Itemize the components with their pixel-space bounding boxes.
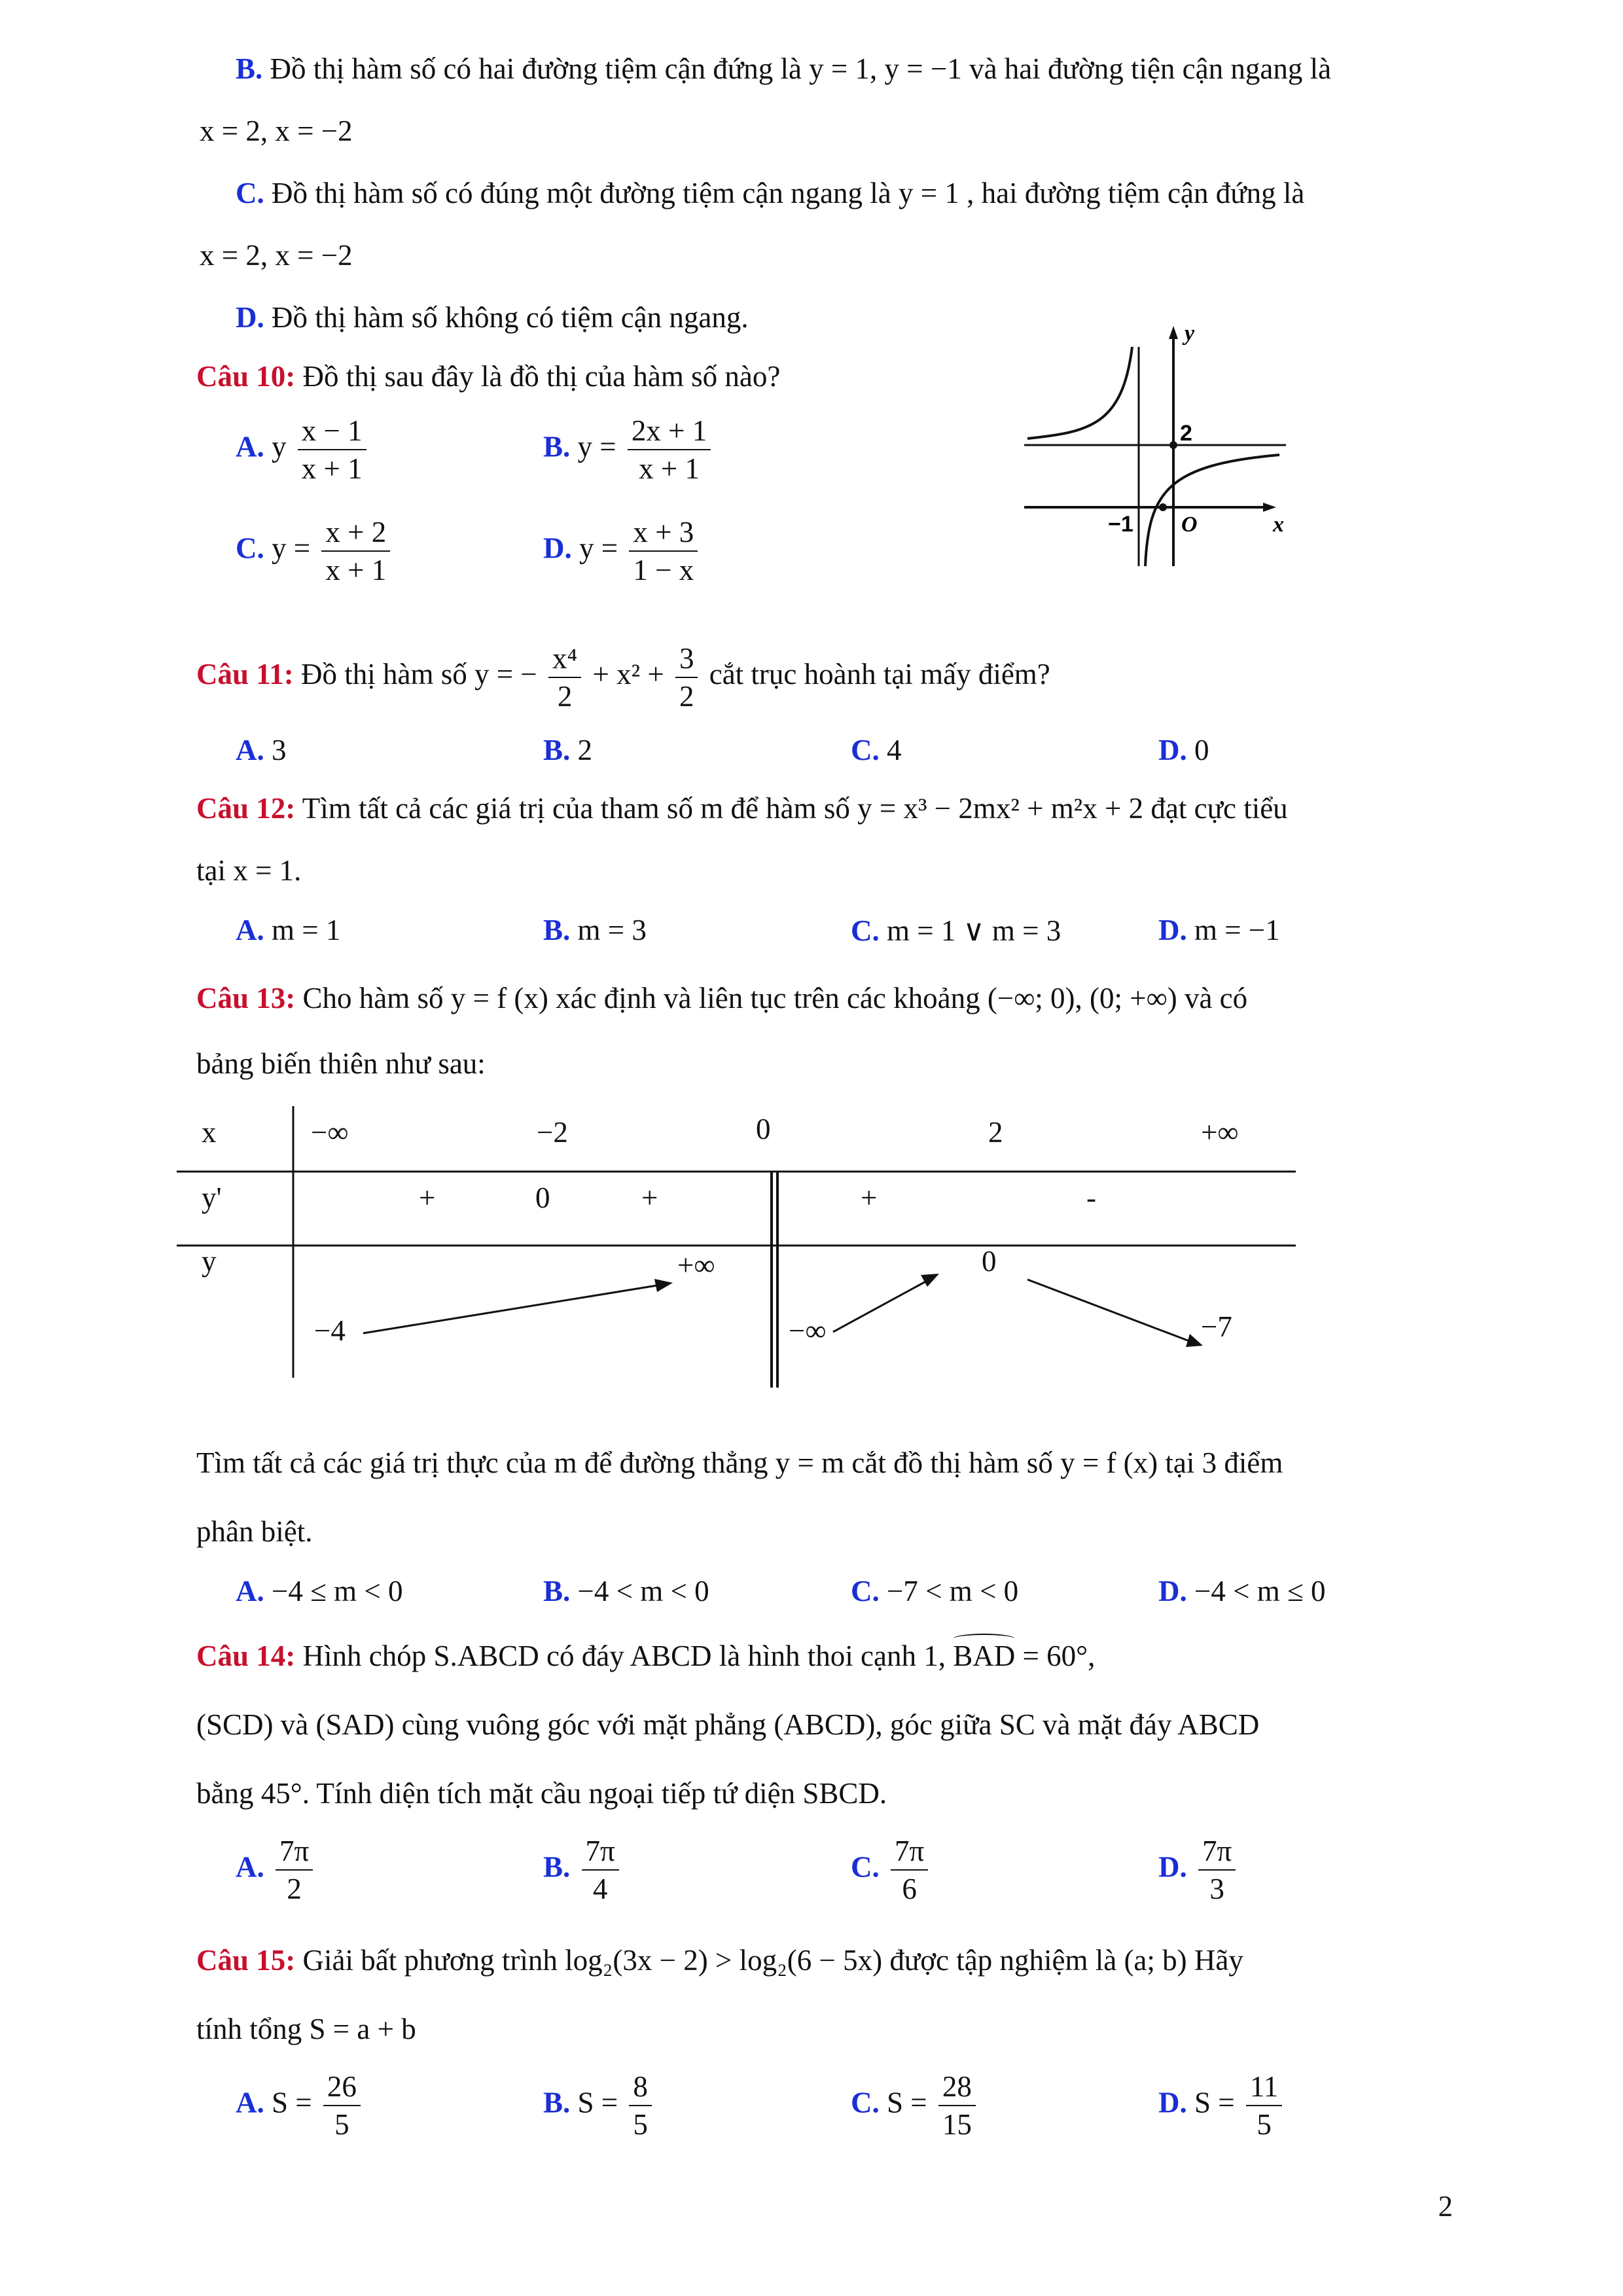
option-label: D. bbox=[1158, 734, 1187, 766]
question-14-stem bbox=[196, 1636, 1095, 1676]
question-text: Đồ thị hàm số y = − bbox=[301, 658, 537, 691]
option-label: B. bbox=[543, 2086, 571, 2119]
q13-option-a bbox=[236, 1574, 402, 1608]
fraction-numerator: 7π bbox=[1198, 1833, 1236, 1871]
option-prefix: y = bbox=[579, 531, 618, 565]
question-label: Câu 11: bbox=[196, 658, 294, 691]
option-label: A. bbox=[236, 1575, 264, 1607]
option-label: B. bbox=[543, 430, 571, 463]
y-value: −4 bbox=[314, 1314, 346, 1347]
option-value: 2 bbox=[577, 734, 593, 766]
option-label: B. bbox=[543, 1850, 571, 1884]
fraction-denominator: 2 bbox=[557, 679, 573, 713]
option-value: m = 1 bbox=[272, 914, 341, 946]
option-prefix: y = bbox=[577, 430, 616, 463]
fraction-denominator: 2 bbox=[287, 1873, 302, 1905]
increasing-arrow bbox=[833, 1280, 929, 1332]
question-13-stem-line3: Tìm tất cả các giá trị thực của m để đường thẳng y = m cắt đồ thị hàm số y = f (x) tại 3 điểm bbox=[196, 1446, 1283, 1479]
q14-option-a bbox=[236, 1833, 317, 1907]
x-axis-arrow bbox=[1263, 503, 1276, 512]
option-prefix: S = bbox=[1194, 2086, 1235, 2119]
fraction-numerator: x⁴ bbox=[548, 640, 581, 678]
question-13-stem-line4: phân biệt. bbox=[196, 1515, 313, 1548]
q10-option-d bbox=[543, 514, 702, 588]
question-text: cắt trục hoành tại mấy điểm? bbox=[709, 658, 1050, 691]
fraction bbox=[938, 2068, 976, 2143]
fraction bbox=[1198, 1833, 1236, 1907]
fraction-denominator: 15 bbox=[942, 2108, 972, 2141]
question-text: + x² + bbox=[592, 658, 664, 691]
page-number: 2 bbox=[1438, 2190, 1453, 2223]
option-label: A. bbox=[236, 734, 264, 766]
fraction bbox=[321, 514, 390, 588]
option-label: D. bbox=[1158, 2086, 1187, 2119]
fraction-denominator: 5 bbox=[334, 2108, 349, 2141]
fraction-numerator: x − 1 bbox=[298, 412, 366, 450]
option-value: 4 bbox=[887, 734, 902, 766]
fraction-numerator: 26 bbox=[323, 2068, 361, 2106]
question-12-stem-line2: tại x = 1. bbox=[196, 854, 302, 887]
q10-option-b bbox=[543, 412, 715, 487]
y-value: −7 bbox=[1201, 1310, 1232, 1343]
question-15-stem bbox=[196, 1941, 1243, 1980]
question-text: Hình chóp S.ABCD có đáy ABCD là hình thoi cạnh 1, bbox=[302, 1640, 946, 1672]
option-label: C. bbox=[851, 734, 880, 766]
option-label: C. bbox=[851, 1575, 880, 1607]
fraction-numerator: x + 3 bbox=[629, 514, 698, 552]
q15-option-b bbox=[543, 2068, 656, 2143]
option-label: B. bbox=[236, 52, 263, 85]
fraction bbox=[582, 1833, 619, 1907]
yprime-value: - bbox=[1086, 1181, 1096, 1214]
arrowhead bbox=[921, 1274, 939, 1287]
graph-branch-left bbox=[1027, 347, 1132, 439]
row-label-yprime: y' bbox=[202, 1181, 222, 1214]
q11-option-d bbox=[1158, 733, 1209, 767]
fraction-denominator: 2 bbox=[679, 679, 694, 713]
option-text: Đồ thị hàm số có đúng một đường tiệm cận ngang là y = 1 , hai đường tiệm cận đứng là bbox=[272, 177, 1305, 209]
q11-option-b bbox=[543, 733, 592, 767]
option-value: 3 bbox=[272, 734, 287, 766]
yprime-value: + bbox=[641, 1181, 658, 1214]
q15-option-c bbox=[851, 2068, 980, 2143]
option-label: C. bbox=[236, 531, 264, 565]
question-13-stem bbox=[196, 978, 1247, 1018]
y-axis-label: y bbox=[1185, 321, 1195, 346]
x-value: +∞ bbox=[1201, 1116, 1239, 1149]
q10-option-c bbox=[236, 514, 394, 588]
x-value: −∞ bbox=[311, 1116, 349, 1149]
option-prefix: y = bbox=[272, 531, 311, 565]
option-text: Đồ thị hàm số có hai đường tiệm cận đứng là y = 1, y = −1 và hai đường tiện cận ngang là bbox=[270, 52, 1332, 85]
q14-option-d bbox=[1158, 1833, 1240, 1907]
y-value: 0 bbox=[982, 1245, 997, 1278]
question-13-stem-line2: bảng biến thiên như sau: bbox=[196, 1047, 486, 1080]
fraction bbox=[298, 412, 366, 487]
question-label: Câu 10: bbox=[196, 360, 296, 393]
option-value: m = 1 ∨ m = 3 bbox=[887, 914, 1061, 947]
option-value: −4 < m ≤ 0 bbox=[1194, 1575, 1326, 1607]
option-b-line1 bbox=[236, 49, 1331, 88]
row-label-x: x bbox=[202, 1116, 217, 1149]
y-intercept-dot bbox=[1169, 441, 1177, 449]
x-axis-label: x bbox=[1273, 512, 1284, 537]
angle-bad: BAD bbox=[953, 1636, 1015, 1676]
option-label: B. bbox=[543, 1575, 571, 1607]
x-value: −2 bbox=[537, 1116, 568, 1149]
fraction-numerator: 7π bbox=[891, 1833, 928, 1871]
option-value: m = 3 bbox=[577, 914, 647, 946]
option-b-line2: x = 2, x = −2 bbox=[200, 115, 353, 147]
option-label: C. bbox=[851, 1850, 880, 1884]
arrowhead bbox=[654, 1279, 673, 1292]
fraction-denominator: x + 1 bbox=[301, 452, 363, 485]
fraction bbox=[276, 1833, 313, 1907]
fraction-denominator: 1 − x bbox=[633, 554, 694, 586]
option-label: D. bbox=[1158, 1575, 1187, 1607]
x-intercept-dot bbox=[1159, 503, 1167, 511]
option-label: D. bbox=[543, 531, 572, 565]
graph-branch-right bbox=[1145, 455, 1279, 566]
q13-option-d bbox=[1158, 1574, 1325, 1608]
option-c-line2: x = 2, x = −2 bbox=[200, 239, 353, 272]
label-origin: O bbox=[1181, 512, 1198, 537]
q14-option-c bbox=[851, 1833, 932, 1907]
x-value: 0 bbox=[756, 1113, 771, 1145]
fraction-numerator: 7π bbox=[276, 1833, 313, 1871]
fraction-numerator: 3 bbox=[675, 640, 698, 678]
fraction-numerator: 7π bbox=[582, 1833, 619, 1871]
q11-option-c bbox=[851, 733, 902, 767]
fraction-denominator: 4 bbox=[592, 1873, 608, 1905]
option-prefix: S = bbox=[887, 2086, 927, 2119]
q12-option-d bbox=[1158, 913, 1280, 947]
q12-option-c bbox=[851, 913, 1061, 948]
fraction-denominator: 3 bbox=[1209, 1873, 1224, 1905]
label-2: 2 bbox=[1180, 421, 1192, 446]
fraction bbox=[628, 412, 711, 487]
option-label: C. bbox=[851, 2086, 880, 2119]
y-axis-arrow bbox=[1169, 326, 1178, 339]
fraction-denominator: 6 bbox=[902, 1873, 917, 1905]
y-value: +∞ bbox=[677, 1249, 715, 1282]
option-label: A. bbox=[236, 430, 264, 463]
option-prefix: S = bbox=[577, 2086, 618, 2119]
q11-option-a bbox=[236, 733, 287, 767]
option-label: D. bbox=[1158, 914, 1187, 946]
question-14-stem-line2: (SCD) và (SAD) cùng vuông góc với mặt phẳng (ABCD), góc giữa SC và mặt đáy ABCD bbox=[196, 1708, 1260, 1741]
question-10-stem bbox=[196, 357, 780, 396]
yprime-value: 0 bbox=[535, 1181, 550, 1214]
decreasing-arrow bbox=[1027, 1280, 1191, 1342]
question-label: Câu 14: bbox=[196, 1640, 296, 1672]
variation-table bbox=[177, 1100, 1302, 1394]
fraction bbox=[548, 640, 581, 715]
increasing-arrow bbox=[363, 1285, 661, 1333]
question-label: Câu 13: bbox=[196, 982, 296, 1014]
q13-option-c bbox=[851, 1574, 1018, 1608]
q14-option-b bbox=[543, 1833, 623, 1907]
fraction-numerator: 11 bbox=[1246, 2068, 1282, 2106]
option-label: C. bbox=[851, 914, 880, 947]
question-text: Cho hàm số y = f (x) xác định và liên tục trên các khoảng (−∞; 0), (0; +∞) và có bbox=[302, 982, 1248, 1014]
fraction bbox=[323, 2068, 361, 2143]
fraction bbox=[1246, 2068, 1282, 2143]
question-text: = 60°, bbox=[1022, 1640, 1096, 1672]
option-label: A. bbox=[236, 2086, 264, 2119]
option-label: D. bbox=[1158, 1850, 1187, 1884]
fraction-numerator: 8 bbox=[629, 2068, 652, 2106]
function-graph bbox=[1018, 321, 1293, 569]
question-text: Đồ thị sau đây là đồ thị của hàm số nào? bbox=[302, 360, 781, 393]
fraction bbox=[675, 640, 698, 715]
option-label: A. bbox=[236, 1850, 264, 1884]
question-label: Câu 15: bbox=[196, 1944, 296, 1977]
y-value: −∞ bbox=[789, 1314, 827, 1347]
fraction-denominator: x + 1 bbox=[325, 554, 387, 586]
row-label-y: y bbox=[202, 1245, 217, 1278]
option-d-line bbox=[236, 298, 749, 337]
fraction bbox=[629, 514, 698, 588]
q15-option-a bbox=[236, 2068, 365, 2143]
option-value: −4 < m < 0 bbox=[577, 1575, 709, 1607]
option-c-line1 bbox=[236, 173, 1304, 213]
question-text: Giải bất phương trình log₂(3x − 2) > log₂(6 − 5x) được tập nghiệm là (a; b) Hãy bbox=[302, 1944, 1243, 1977]
q13-option-b bbox=[543, 1574, 709, 1608]
yprime-value: + bbox=[861, 1181, 878, 1214]
q12-option-b bbox=[543, 913, 647, 947]
question-12-stem bbox=[196, 789, 1288, 828]
option-value: 0 bbox=[1194, 734, 1209, 766]
option-value: −4 ≤ m < 0 bbox=[272, 1575, 403, 1607]
option-value: −7 < m < 0 bbox=[887, 1575, 1019, 1607]
q12-option-a bbox=[236, 913, 340, 947]
option-label: C. bbox=[236, 177, 264, 209]
q10-option-a bbox=[236, 412, 370, 487]
q15-option-d bbox=[1158, 2068, 1286, 2143]
label-minus-1: −1 bbox=[1108, 512, 1133, 537]
option-text: Đồ thị hàm số không có tiệm cận ngang. bbox=[272, 301, 749, 334]
option-label: D. bbox=[236, 301, 264, 334]
option-prefix: y bbox=[272, 430, 287, 463]
option-value: m = −1 bbox=[1194, 914, 1280, 946]
fraction-numerator: 2x + 1 bbox=[628, 412, 711, 450]
fraction-numerator: 28 bbox=[938, 2068, 976, 2106]
option-label: B. bbox=[543, 914, 571, 946]
fraction-numerator: x + 2 bbox=[321, 514, 390, 552]
yprime-value: + bbox=[419, 1181, 436, 1214]
option-label: A. bbox=[236, 914, 264, 946]
x-value: 2 bbox=[988, 1116, 1003, 1149]
option-label: B. bbox=[543, 734, 571, 766]
option-prefix: S = bbox=[272, 2086, 312, 2119]
question-14-stem-line3: bằng 45°. Tính diện tích mặt cầu ngoại tiếp tứ diện SBCD. bbox=[196, 1777, 887, 1810]
question-15-stem-line2: tính tổng S = a + b bbox=[196, 2013, 416, 2045]
question-label: Câu 12: bbox=[196, 792, 296, 825]
fraction bbox=[891, 1833, 928, 1907]
fraction-denominator: 5 bbox=[633, 2108, 648, 2141]
question-text: Tìm tất cả các giá trị của tham số m để hàm số y = x³ − 2mx² + m²x + 2 đạt cực tiểu bbox=[302, 792, 1288, 825]
fraction-denominator: 5 bbox=[1257, 2108, 1272, 2141]
fraction-denominator: x + 1 bbox=[639, 452, 700, 485]
fraction bbox=[629, 2068, 652, 2143]
question-11-stem bbox=[196, 632, 1050, 717]
